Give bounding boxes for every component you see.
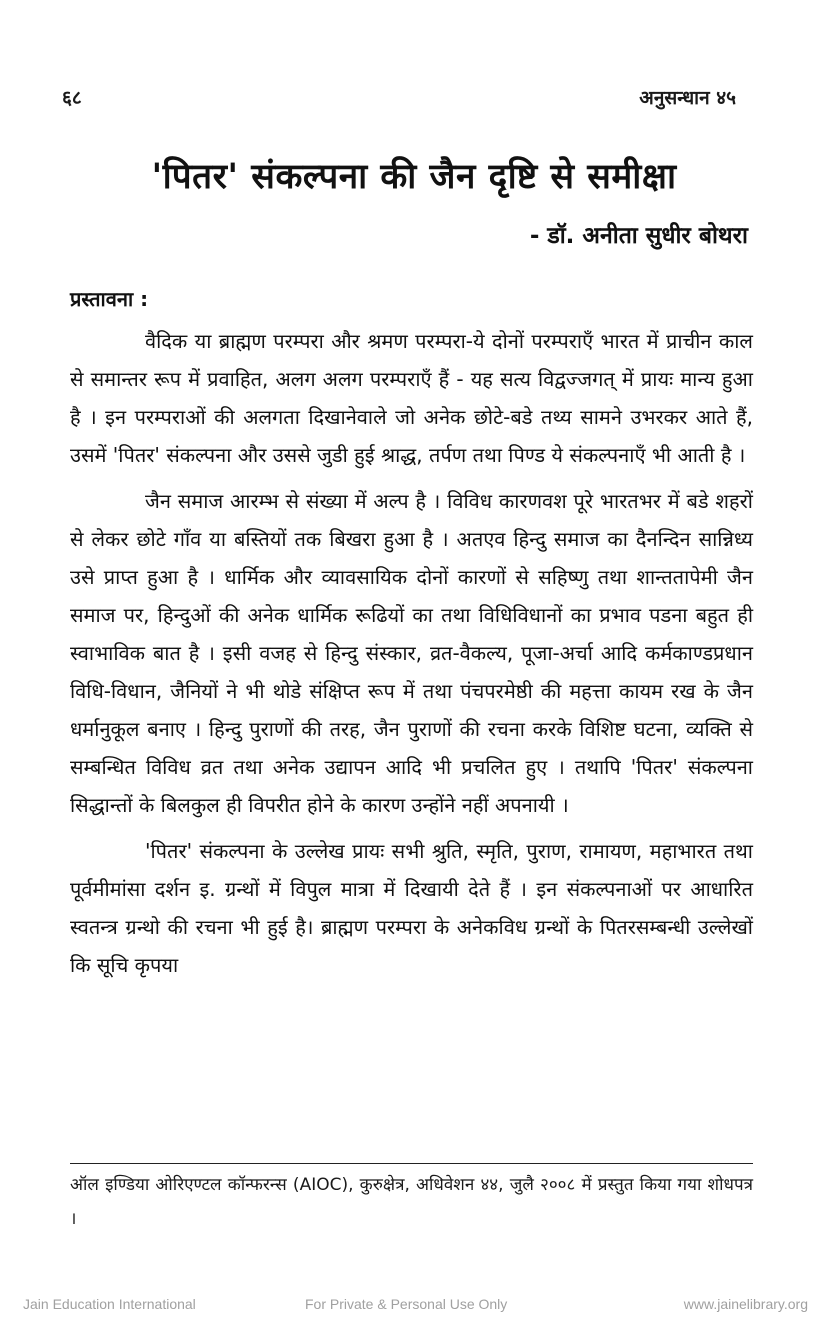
watermark-publisher: Jain Education International xyxy=(23,1296,196,1312)
article-body xyxy=(70,280,753,984)
watermark-usage-note: For Private & Personal Use Only xyxy=(305,1296,508,1312)
journal-name: अनुसन्धान ४५ xyxy=(639,87,736,109)
paragraph: 'पितर' संकल्पना के उल्लेख प्रायः सभी श्रुति, स्मृति, पुराण, रामायण, महाभारत तथा पूर्वमीमांसा दर्शन इ. ग्रन्थों में विपुल मात्रा में दिखायी देते हैं । इन संकल्पनाओं पर आधारित स्वतन्त्र ग्रन्थो की रचना भी हुई है। ब्राह्मण परम्परा के अनेकविध ग्रन्थों के पितरसम्बन्धी उल्लेखों कि सूचि कृपया xyxy=(70,839,753,977)
footnote: ऑल इण्डिया ओरिएण्टल कॉन्फरन्स (AIOC), कुरुक्षेत्र, अधिवेशन ४४, जुलै २००८ में प्रस्तुत किया गया शोधपत्र । xyxy=(70,1175,753,1229)
article-title: 'पितर' संकल्पना की जैन दृष्टि से समीक्षा xyxy=(151,157,677,197)
section-heading: प्रस्तावना : xyxy=(70,287,149,311)
footnote-separator xyxy=(70,1163,753,1164)
paragraph: वैदिक या ब्राह्मण परम्परा और श्रमण परम्परा-ये दोनों परम्पराएँ भारत में प्राचीन काल से समान्तर रूप में प्रवाहित, अलग अलग परम्पराएँ हैं - यह सत्य विद्वज्जगत् में प्रायः मान्य हुआ है । इन परम्पराओं की अलगता दिखानेवाले जो अनेक छोटे-बडे तथ्य सामने उभरकर आते हैं, उसमें 'पितर' संकल्पना और उससे जुडी हुई श्राद्ध, तर्पण तथा पिण्ड ये संकल्पनाएँ भी आती है । xyxy=(70,329,753,467)
article-author: - डॉ. अनीता सुधीर बोथरा xyxy=(529,223,748,249)
running-header xyxy=(62,84,736,110)
page-number: ६८ xyxy=(62,87,82,109)
watermark-url[interactable]: www.jainelibrary.org xyxy=(683,1296,808,1312)
paragraph: जैन समाज आरम्भ से संख्या में अल्प है । विविध कारणवश पूरे भारतभर में बडे शहरों से लेकर छोटे गाँव या बस्तियों तक बिखरा हुआ है । अतएव हिन्दु समाज का दैनन्दिन सान्निध्य उसे प्राप्त हुआ है । धार्मिक और व्यावसायिक दोनों कारणों से सहिष्णु तथा शान्ततापेमी जैन समाज पर, हिन्दुओं की अनेक धार्मिक रूढियों का तथा विधिविधानों का प्रभाव पडना बहुत ही स्वाभाविक बात है । इसी वजह से हिन्दु संस्कार, व्रत-वैकल्य, पूजा-अर्चा आदि कर्मकाण्डप्रधान विधि-विधान, जैनियों ने भी थोडे संक्षिप्त रूप में तथा पंचपरमेष्ठी की महत्ता कायम रख के जैन धर्मानुकूल बनाए । हिन्दु पुराणों की तरह, जैन पुराणों की रचना करके विशिष्ट घटना, व्यक्ति से सम्बन्धित विविध व्रत तथा अनेक उद्यापन आदि भी प्रचलित हुए । तथापि 'पितर' संकल्पना सिद्धान्तों के बिलकुल ही विपरीत होने के कारण उन्होंने नहीं अपनायी । xyxy=(70,489,753,817)
